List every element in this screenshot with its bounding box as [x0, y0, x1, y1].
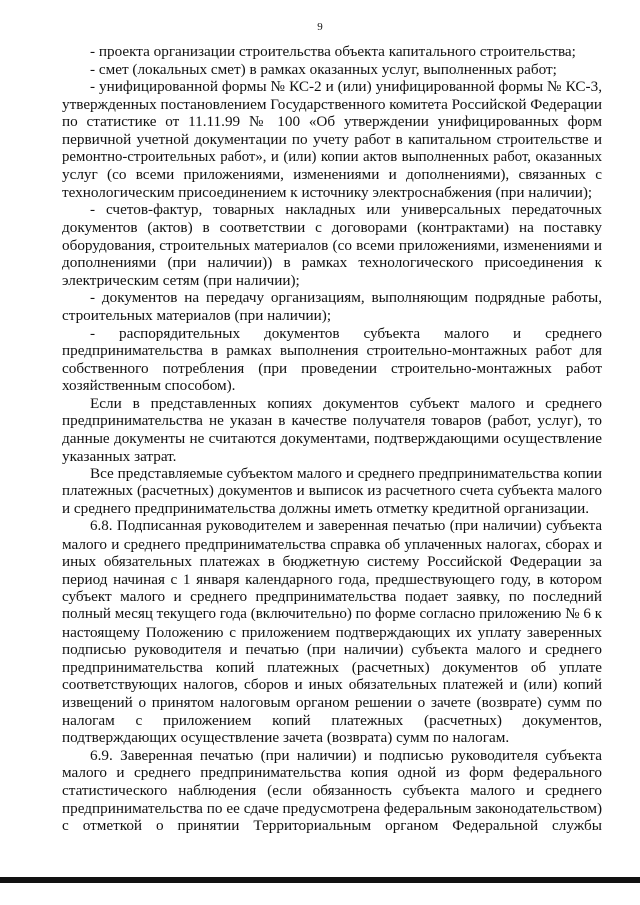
- text-line: Все представляемые субъектом малого и среднего предпринимательства копии: [90, 465, 602, 483]
- text-line: платежных (расчетных) документов и выписок из расчетного счета субъекта малого: [62, 482, 602, 499]
- text-line: услуг (со всеми приложениями, изменениями и дополнениями), связанных с: [62, 166, 602, 184]
- text-line: данные документы не считаются документами, подтверждающими осуществление: [62, 430, 602, 448]
- text-line: строительных материалов (при наличии);: [62, 306, 332, 324]
- text-line: субъект малого и среднего предпринимательства подает заявку, по последний: [62, 588, 602, 606]
- text-line: - счетов-фактур, товарных накладных или универсальных передаточных: [90, 201, 602, 219]
- text-line: предпринимательства в рамках выполнения строительно-монтажных работ для: [62, 342, 602, 360]
- text-line: - проекта организации строительства объекта капитального строительства;: [90, 43, 576, 60]
- text-line: налогам с приложением копий платежных (расчетных) документов,: [62, 711, 602, 729]
- text-line: указанных затрат.: [62, 447, 177, 465]
- text-line: подписью руководителя и печатью (при наличии) субъекта малого и среднего: [62, 641, 602, 659]
- document-body: [62, 43, 602, 835]
- text-line: соответствующих налогов, сборов и иных обязательных платежей и (или) копий: [62, 676, 602, 694]
- text-line: предпринимательства не указан в качестве получателя товаров (работ, услуг), то: [62, 412, 602, 430]
- text-line: - распорядительных документов субъекта малого и среднего: [90, 324, 602, 342]
- text-line: извещений о принятом налоговым органом решении о зачете (возврате) сумм по: [62, 693, 602, 711]
- text-line: ремонтно-строительных работ», и (или) копии актов выполненных работ, оказанных: [62, 148, 602, 165]
- text-line: предпринимательства копий платежных (расчетных) документов об уплате: [62, 658, 602, 676]
- text-line: иных обязательных платежах в бюджетную систему Российской Федерации за: [62, 553, 602, 571]
- text-line: статистического наблюдения (если обязанность субъекта малого и среднего: [62, 781, 602, 799]
- text-line: малого и среднего предпринимательства справка об уплаченных налогах, сборах и: [62, 535, 602, 553]
- text-line: собственного потребления (при проведении строительно-монтажных работ: [62, 359, 602, 377]
- text-line: малого и среднего предпринимательства копия одной из форм федерального: [62, 764, 602, 782]
- text-line: настоящему Положению с приложением подтверждающих их уплату заверенных: [62, 623, 602, 641]
- text-line: - смет (локальных смет) в рамках оказанных услуг, выполненных работ;: [90, 60, 557, 78]
- text-line: предпринимательства по ее сдаче предусмотрена федеральным законодательством): [62, 799, 602, 817]
- text-line: период начиная с 1 января календарного года, предшествующего году, в котором: [62, 570, 602, 588]
- text-line: первичной учетной документации по учету работ в капитальном строительстве и: [62, 130, 602, 148]
- text-line: оборудования, строительных материалов (со всеми приложениями, изменениями и: [62, 236, 602, 254]
- text-line: технологическим присоединением к источнику электроснабжения (при наличии);: [62, 183, 593, 201]
- text-line: Если в представленных копиях документов субъект малого и среднего: [90, 394, 602, 412]
- text-line: 6.9. Заверенная печатью (при наличии) и подписью руководителя субъекта: [90, 746, 602, 764]
- text-line: подтверждающих осуществление зачета (возврата) сумм по налогам.: [62, 729, 510, 747]
- text-line: дополнениями (при наличии)) в рамках технологического присоединения к: [62, 254, 602, 272]
- text-line: - унифицированной формы № КС-2 и (или) унифицированной формы № КС-3,: [90, 78, 602, 96]
- text-line: электрическим сетям (при наличии);: [62, 271, 300, 289]
- text-line: по статистике от 11.11.99 № 100 «Об утверждении унифицированных форм: [62, 113, 602, 131]
- text-line: утвержденных постановлением Государственного комитета Российской Федерации: [62, 95, 602, 113]
- text-line: с отметкой о принятии Территориальным органом Федеральной службы: [62, 817, 602, 835]
- page-number: 9: [317, 21, 323, 33]
- text-line: и среднего предпринимательства должны иметь отметку кредитной организации.: [62, 500, 590, 518]
- text-line: 6.8. Подписанная руководителем и заверенная печатью (при наличии) субъекта: [90, 518, 602, 535]
- text-line: полный месяц текущего года (включительно) по форме согласно приложению № 6 к: [62, 606, 602, 622]
- text-line: документов (актов) в соответствии с договорами (контрактами) на поставку: [62, 218, 602, 236]
- text-line: - документов на передачу организациям, выполняющим подрядные работы,: [90, 289, 602, 307]
- text-line: хозяйственным способом).: [62, 377, 236, 395]
- scan-bottom-edge: [0, 883, 640, 905]
